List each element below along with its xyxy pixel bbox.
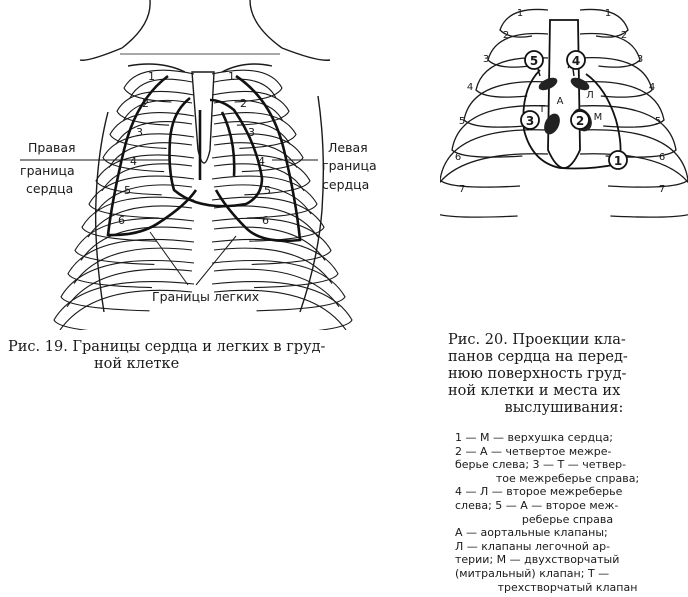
label-lung-borders: Границы легких	[152, 289, 260, 304]
valve-letter-m: М	[593, 112, 603, 123]
figure-19-caption-line1: Рис. 19. Границы сердца и легких в груд-	[8, 339, 326, 355]
figure-19-caption-line2: ной клетке	[94, 356, 180, 372]
figure-20-legend	[455, 431, 680, 594]
sternum	[192, 72, 214, 163]
rib20-number-l3: 3	[636, 54, 644, 65]
rib20-number-r2: 2	[502, 30, 510, 41]
legend-line: Л — клапаны легочной ар-	[455, 539, 611, 553]
valve-letter-t: Т	[538, 104, 546, 115]
rib20-number-l2: 2	[620, 30, 628, 41]
rib20-number-r7: 7	[458, 184, 466, 195]
point-number-5: 5	[529, 54, 539, 68]
label-left-border-3: сердца	[322, 177, 370, 192]
figure-20-caption-line2: панов сердца на перед-	[448, 349, 628, 365]
legend-line: 2 — А — четвертое межре-	[455, 444, 612, 458]
ribs-fig20	[440, 9, 688, 217]
rib-number-r4: 4	[130, 155, 137, 168]
neck-outline	[122, 0, 282, 48]
point-number-3: 3	[525, 114, 535, 128]
rib-right	[124, 70, 194, 102]
rib-number-l5: 5	[264, 184, 271, 197]
rib20-number-r6: 6	[454, 152, 462, 163]
legend-line: трехстворчатый клапан	[497, 580, 638, 594]
figure-20-valve-projection-diagram	[440, 0, 688, 230]
point-number-2: 2	[575, 114, 585, 128]
sternum-fig20	[548, 20, 580, 168]
rib-right	[75, 218, 194, 264]
rib20-number-l4: 4	[648, 82, 656, 93]
legend-line: (митральный) клапан; Т —	[455, 566, 610, 580]
rib-right	[117, 91, 194, 125]
rib-number-l4: 4	[258, 155, 265, 168]
point-number-4: 4	[571, 54, 581, 68]
figure-20-caption-line3: нюю поверхность груд-	[448, 366, 627, 382]
rib-number-r2: 2	[142, 97, 149, 110]
label-right-border-3: сердца	[26, 181, 74, 196]
legend-line: 4 — Л — второе межреберье	[455, 485, 623, 499]
rib-number-r1: 1	[148, 70, 155, 83]
label-right-border-2: граница	[20, 163, 75, 178]
rib-number-l6: 6	[262, 214, 269, 227]
rib20-number-l6: 6	[658, 152, 666, 163]
label-right-border-1: Правая	[28, 140, 76, 155]
valve-letter-l: Л	[586, 90, 594, 101]
rib-right-inner	[123, 100, 192, 121]
rib-number-r6: 6	[118, 214, 125, 227]
legend-line: терии; М — двухстворчатый	[455, 553, 620, 567]
point-number-1: 1	[613, 154, 623, 168]
rib-number-r3: 3	[136, 126, 143, 139]
figure-20-caption-line5: выслушивания:	[504, 400, 624, 416]
pointer-lungs-b	[196, 236, 236, 285]
rib-left	[212, 176, 317, 218]
rib-number-l3: 3	[248, 126, 255, 139]
rib20-number-r1: 1	[516, 8, 524, 19]
rib-right	[103, 134, 194, 172]
legend-line: слева; 5 — А — второе меж-	[455, 498, 619, 512]
rib20-number-r5: 5	[458, 116, 466, 127]
legend-line: реберье справа	[521, 512, 614, 526]
figure-20-caption	[448, 332, 680, 417]
figure-19-chest-diagram	[0, 0, 400, 330]
rib-number-r5: 5	[124, 184, 131, 197]
legend-line: берье слева; 3 — Т — четвер-	[455, 458, 627, 472]
rib-left-inner	[214, 248, 332, 283]
rib-right	[96, 155, 194, 195]
rib-left	[212, 218, 331, 264]
label-left-border-2: граница	[322, 158, 377, 173]
rib20-number-l5: 5	[654, 116, 662, 127]
rib-right	[89, 176, 194, 218]
figure-19-caption	[8, 339, 353, 373]
rib-number-l2: 2	[240, 97, 247, 110]
rib20-left	[580, 34, 640, 68]
rib20-number-l7: 7	[658, 184, 666, 195]
label-left-border-1: Левая	[328, 140, 368, 155]
rib-left	[212, 91, 289, 125]
valve-letter-a: А	[556, 96, 564, 107]
rib-left-inner	[214, 227, 325, 260]
rib20-number-r3: 3	[482, 54, 490, 65]
figure-20-caption-line1: Рис. 20. Проекции кла-	[448, 332, 626, 348]
legend-line: 1 — М — верхушка сердца;	[455, 431, 614, 444]
legend-line: А — аортальные клапаны;	[455, 526, 608, 540]
rib20-left	[580, 130, 688, 187]
figure-20-caption-line4: ной клетки и места их	[448, 383, 621, 399]
rib20-number-r4: 4	[466, 82, 474, 93]
legend-line: тое межреберье справа;	[495, 471, 640, 485]
rib20-number-l1: 1	[604, 8, 612, 19]
valve-aortic	[537, 75, 559, 93]
rib-number-l1: 1	[228, 70, 235, 83]
